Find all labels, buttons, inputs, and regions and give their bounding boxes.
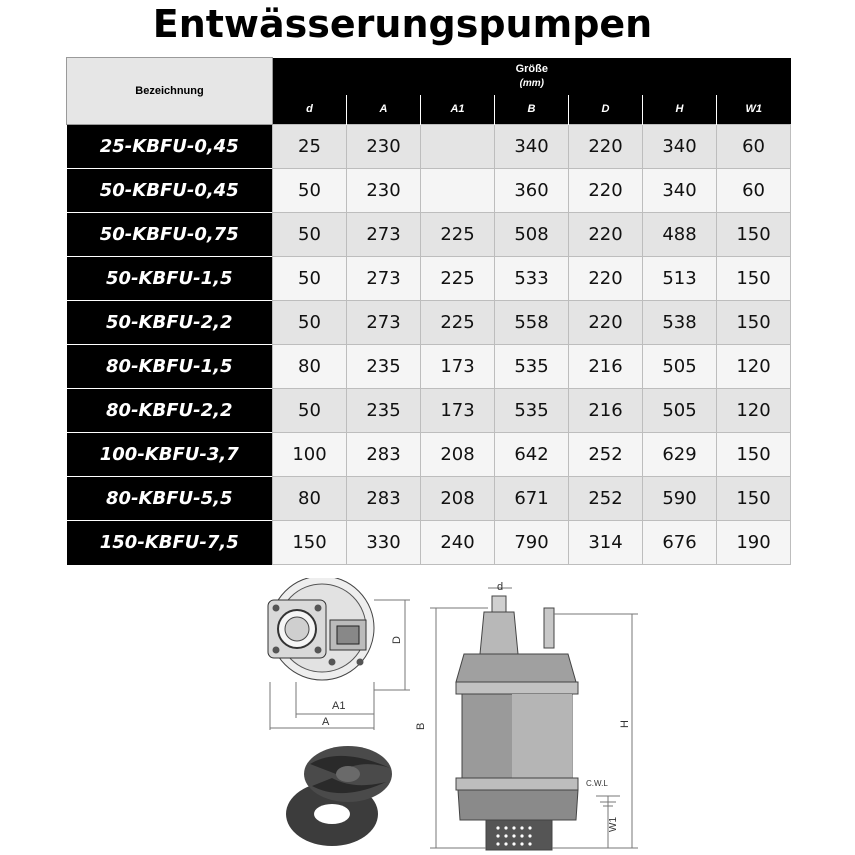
size-header [273,58,791,95]
table-row [67,169,791,213]
label-A1: A1 [332,700,346,712]
value-cell-a: 230 [347,125,421,169]
value-cell-w1: 60 [717,169,791,213]
value-cell-w1: 150 [717,301,791,345]
model-name-cell: 80-KBFU-5,5 [67,477,273,521]
value-cell-a: 273 [347,301,421,345]
column-header: B [495,95,569,125]
value-cell-a1: 208 [421,477,495,521]
value-cell-a1: 225 [421,257,495,301]
value-cell-d: 80 [273,477,347,521]
value-cell-b: 790 [495,521,569,565]
value-cell-h: 505 [643,389,717,433]
value-cell-w1: 120 [717,345,791,389]
value-cell-a1 [421,169,495,213]
column-header: D [569,95,643,125]
value-cell-a1: 173 [421,345,495,389]
value-cell-a1: 208 [421,433,495,477]
value-cell-d: 314 [569,521,643,565]
value-cell-w1: 150 [717,257,791,301]
designation-header: Bezeichnung [67,58,273,125]
value-cell-a: 273 [347,257,421,301]
value-cell-d: 50 [273,169,347,213]
value-cell-h: 505 [643,345,717,389]
value-cell-d: 220 [569,257,643,301]
value-cell-d: 50 [273,389,347,433]
size-header-label: Größe [515,62,548,75]
value-cell-d: 50 [273,257,347,301]
model-name-cell: 50-KBFU-2,2 [67,301,273,345]
column-header: A [347,95,421,125]
value-cell-h: 488 [643,213,717,257]
value-cell-h: 513 [643,257,717,301]
value-cell-a1: 225 [421,301,495,345]
size-header-unit: (mm) [519,77,545,89]
value-cell-d: 150 [273,521,347,565]
value-cell-d: 216 [569,389,643,433]
column-header: d [273,95,347,125]
table-row [67,301,791,345]
label-H: H [619,720,631,728]
value-cell-d: 252 [569,433,643,477]
value-cell-b: 508 [495,213,569,257]
value-cell-a1: 173 [421,389,495,433]
table-row [67,125,791,169]
dimension-table [66,57,791,565]
model-name-cell: 80-KBFU-2,2 [67,389,273,433]
value-cell-d: 216 [569,345,643,389]
pump-technical-drawing [250,578,650,855]
value-cell-b: 340 [495,125,569,169]
label-A: A [322,716,330,728]
value-cell-w1: 150 [717,213,791,257]
value-cell-w1: 60 [717,125,791,169]
table-row [67,477,791,521]
value-cell-d: 220 [569,213,643,257]
model-name-cell: 50-KBFU-1,5 [67,257,273,301]
table-row [67,389,791,433]
model-name-cell: 100-KBFU-3,7 [67,433,273,477]
value-cell-d: 100 [273,433,347,477]
page-title: Entwässerungspumpen [152,2,653,46]
label-D: D [391,636,403,644]
pump-side-view [456,596,578,850]
value-cell-w1: 120 [717,389,791,433]
value-cell-d: 80 [273,345,347,389]
column-header: W1 [717,95,791,125]
value-cell-a: 283 [347,433,421,477]
value-cell-d: 50 [273,213,347,257]
value-cell-b: 642 [495,433,569,477]
label-B: B [415,722,427,730]
label-W1: W1 [608,817,619,832]
value-cell-d: 50 [273,301,347,345]
value-cell-d: 220 [569,169,643,213]
column-header: H [643,95,717,125]
value-cell-d: 220 [569,125,643,169]
value-cell-b: 558 [495,301,569,345]
value-cell-a: 235 [347,389,421,433]
table-row [67,521,791,565]
model-name-cell: 150-KBFU-7,5 [67,521,273,565]
value-cell-b: 535 [495,389,569,433]
value-cell-a1 [421,125,495,169]
value-cell-w1: 190 [717,521,791,565]
label-d: d [497,581,504,593]
table-row [67,345,791,389]
table-row [67,433,791,477]
value-cell-a: 235 [347,345,421,389]
value-cell-b: 533 [495,257,569,301]
value-cell-a1: 240 [421,521,495,565]
value-cell-d: 252 [569,477,643,521]
model-name-cell: 50-KBFU-0,75 [67,213,273,257]
value-cell-h: 629 [643,433,717,477]
table-row [67,213,791,257]
value-cell-b: 671 [495,477,569,521]
value-cell-b: 360 [495,169,569,213]
impeller-image [286,746,392,846]
value-cell-a: 230 [347,169,421,213]
model-name-cell: 25-KBFU-0,45 [67,125,273,169]
model-name-cell: 80-KBFU-1,5 [67,345,273,389]
value-cell-h: 340 [643,125,717,169]
value-cell-h: 538 [643,301,717,345]
value-cell-b: 535 [495,345,569,389]
column-header: A1 [421,95,495,125]
value-cell-a: 273 [347,213,421,257]
value-cell-w1: 150 [717,433,791,477]
value-cell-h: 590 [643,477,717,521]
value-cell-h: 676 [643,521,717,565]
value-cell-d: 25 [273,125,347,169]
value-cell-w1: 150 [717,477,791,521]
value-cell-d: 220 [569,301,643,345]
value-cell-a: 330 [347,521,421,565]
value-cell-h: 340 [643,169,717,213]
model-name-cell: 50-KBFU-0,45 [67,169,273,213]
value-cell-a: 283 [347,477,421,521]
label-cwl: C.W.L [586,779,608,788]
value-cell-a1: 225 [421,213,495,257]
table-row [67,257,791,301]
